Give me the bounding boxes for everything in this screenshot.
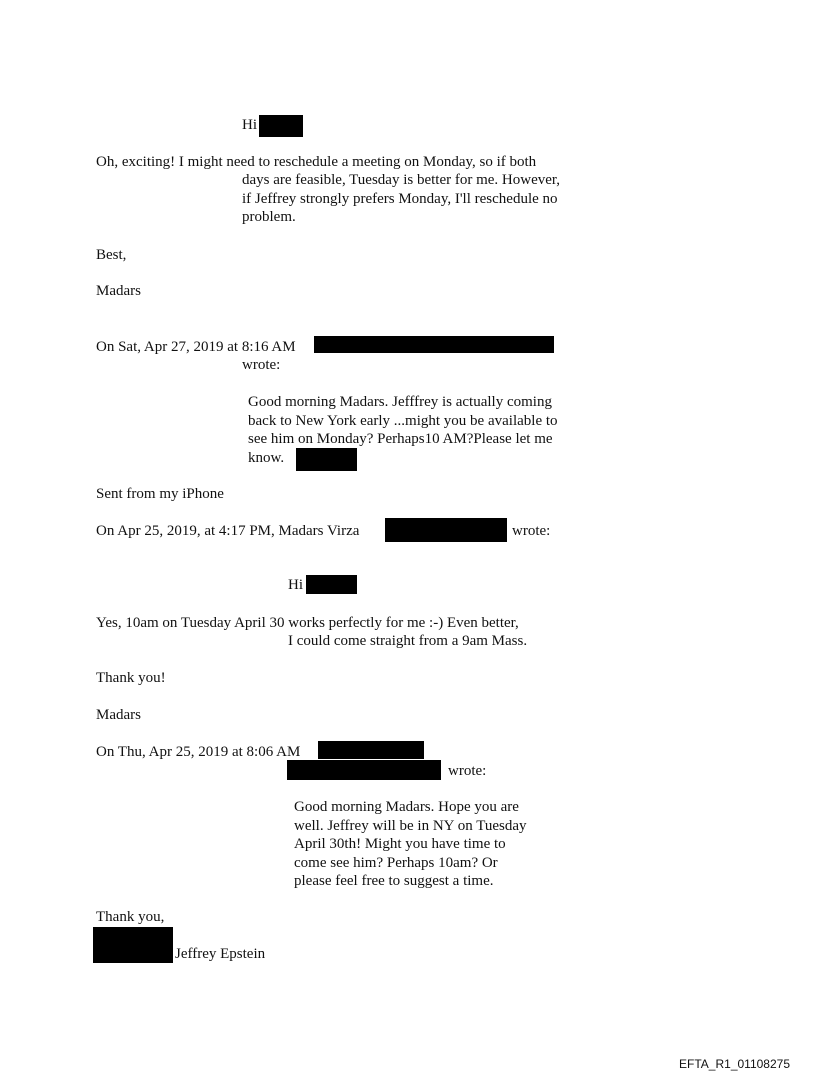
reply-body (242, 171, 560, 227)
reply-opening: Oh, exciting! I might need to reschedule a meeting on Monday, so if both (96, 154, 537, 170)
greeting-2: Hi (288, 577, 303, 593)
reply-line: if Jeffrey strongly prefers Monday, I'll reschedule no (242, 190, 558, 207)
reply-2-line: I could come straight from a 9am Mass. (288, 633, 528, 649)
quote-header-1-wrote: wrote: (242, 357, 281, 373)
quoted-message-3 (294, 798, 526, 891)
sent-from: Sent from my iPhone (96, 486, 224, 502)
quote-header-3-wrote: wrote: (448, 763, 487, 779)
redaction-box (314, 336, 554, 353)
redaction-box (259, 115, 303, 137)
signature: Madars (96, 707, 141, 723)
redaction-box (385, 518, 507, 542)
closing-name: Jeffrey Epstein (175, 946, 266, 962)
redaction-box (296, 448, 357, 471)
quoted-line: April 30th! Might you have time to (294, 836, 506, 852)
reply-2-opening: Yes, 10am on Tuesday April 30 works perfectly for me :-) Even better, (96, 615, 519, 631)
greeting-1: Hi (242, 117, 257, 133)
thanks: Thank you! (96, 670, 166, 686)
quoted-message-1 (248, 393, 558, 467)
quoted-line: know. (248, 449, 285, 466)
quote-header-1: On Sat, Apr 27, 2019 at 8:16 AM (96, 339, 296, 355)
quoted-line: Good morning Madars. Jefffrey is actually coming (248, 394, 552, 410)
quoted-line: come see him? Perhaps 10am? Or (294, 854, 498, 871)
quote-header-2-wrote: wrote: (512, 523, 551, 539)
quoted-line: well. Jeffrey will be in NY on Tuesday (294, 817, 527, 834)
redaction-box (306, 575, 357, 594)
redaction-box (287, 760, 441, 780)
signoff: Best, (96, 247, 127, 263)
reply-line: days are feasible, Tuesday is better for me. However, (242, 172, 561, 188)
signature: Madars (96, 283, 141, 299)
quoted-line: see him on Monday? Perhaps10 AM?Please let me (248, 431, 553, 447)
quote-header-2: On Apr 25, 2019, at 4:17 PM, Madars Virza (96, 523, 360, 539)
closing: Thank you, (96, 909, 165, 925)
quoted-line: back to New York early ...might you be available to (248, 412, 558, 429)
redaction-box (93, 927, 173, 963)
document-id: EFTA_R1_01108275 (679, 1057, 790, 1071)
quoted-line: please feel free to suggest a time. (294, 873, 494, 889)
redaction-box (318, 741, 424, 759)
quote-header-3: On Thu, Apr 25, 2019 at 8:06 AM (96, 744, 301, 760)
quoted-line: Good morning Madars. Hope you are (294, 799, 519, 815)
reply-line: problem. (242, 209, 296, 225)
